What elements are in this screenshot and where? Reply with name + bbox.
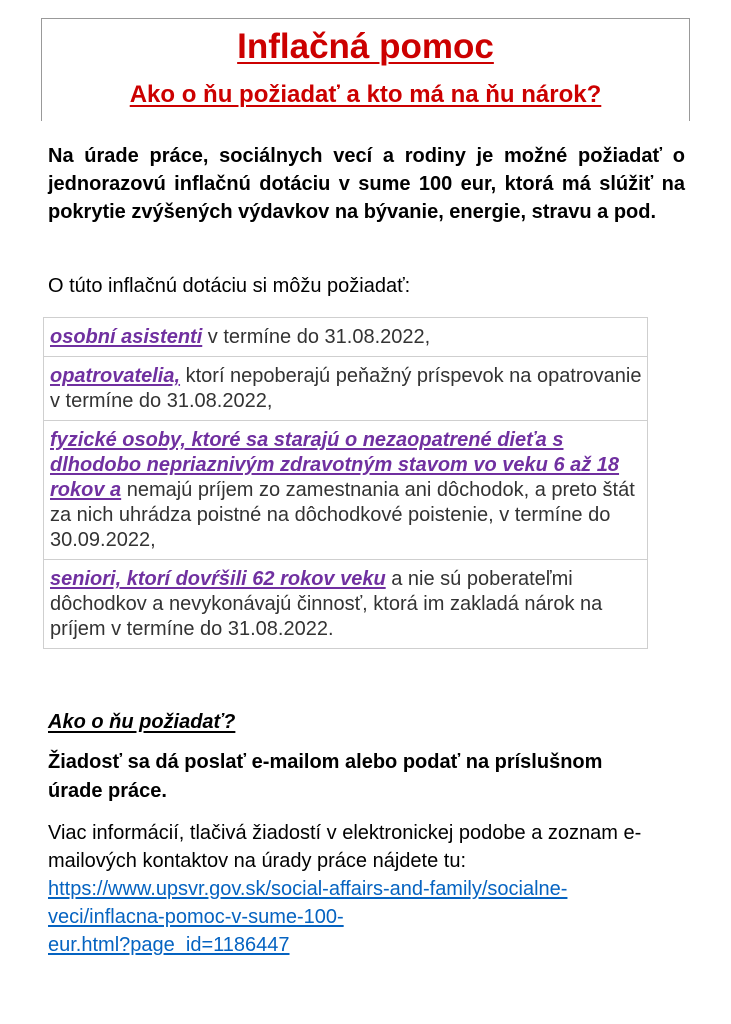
eligibility-highlight: osobní asistenti: [50, 326, 203, 348]
intro-paragraph: Na úrade práce, sociálnych vecí a rodiny je možné požiadať o jednorazovú inflačnú dotáciu v sume 100 eur, ktorá má slúžiť na pokrytie zvýšených výdavkov na bývanie, energie, stravu a pod.: [48, 145, 685, 223]
page-subtitle: Ako o ňu požiadať a kto má na ňu nárok?: [129, 81, 602, 108]
eligibility-highlight: opatrovatelia,: [50, 365, 181, 387]
eligibility-cell-caregivers: [44, 357, 648, 421]
page-title: Inflačná pomoc: [237, 27, 494, 66]
table-row: [44, 560, 648, 649]
eligibility-text: nemajú príjem zo zamestnania ani dôchodok, a preto štát za nich uhrádza poistné na dôchodkové poistenie, v termíne do 30.09.2022,: [50, 479, 635, 551]
eligibility-cell-personal-assistants: [44, 318, 648, 357]
info-link[interactable]: [48, 878, 567, 956]
table-row: [44, 357, 648, 421]
eligibility-highlight: fyzické osoby, ktoré sa starajú o nezaopatrené dieťa s dlhodobo nepriaznivým zdravotným stavom vo veku 6 až 18 rokov a: [50, 429, 620, 501]
eligibility-cell-parents: [44, 421, 648, 560]
table-row: [44, 318, 648, 357]
info-link-line-3[interactable]: eur.html?page_id=1186447: [48, 934, 290, 956]
eligibility-text: ktorí nepoberajú peňažný príspevok na opatrovanie v termíne do 31.08.2022,: [50, 365, 642, 412]
eligibility-table: [43, 317, 648, 649]
eligibility-highlight: seniori, ktorí dovŕšili 62 rokov veku: [50, 568, 386, 590]
title-box: [41, 18, 690, 121]
eligibility-text: v termíne do 31.08.2022,: [202, 326, 431, 348]
how-to-apply-bold-text: Žiadosť sa dá poslať e-mailom alebo podať na príslušnom úrade práce.: [48, 751, 603, 802]
how-to-apply-heading: Ako o ňu požiadať?: [48, 711, 236, 733]
eligibility-cell-seniors: [44, 560, 648, 649]
info-text: Viac informácií, tlačivá žiadostí v elektronickej podobe a zoznam e-mailových kontaktov na úrady práce nájdete tu:: [48, 822, 642, 872]
how-to-apply-info: [48, 819, 698, 959]
eligibility-text: a nie sú poberateľmi dôchodkov a nevykonávajú činnosť, ktorá im zakladá nárok na príjem v termíne do 31.08.2022.: [50, 568, 603, 640]
eligibility-lead: O túto inflačnú dotáciu si môžu požiadať:: [48, 275, 411, 297]
info-link-line-2[interactable]: veci/inflacna-pomoc-v-sume-100-: [48, 906, 344, 928]
table-row: [44, 421, 648, 560]
info-link-line-1[interactable]: https://www.upsvr.gov.sk/social-affairs-and-family/socialne-: [48, 878, 568, 900]
